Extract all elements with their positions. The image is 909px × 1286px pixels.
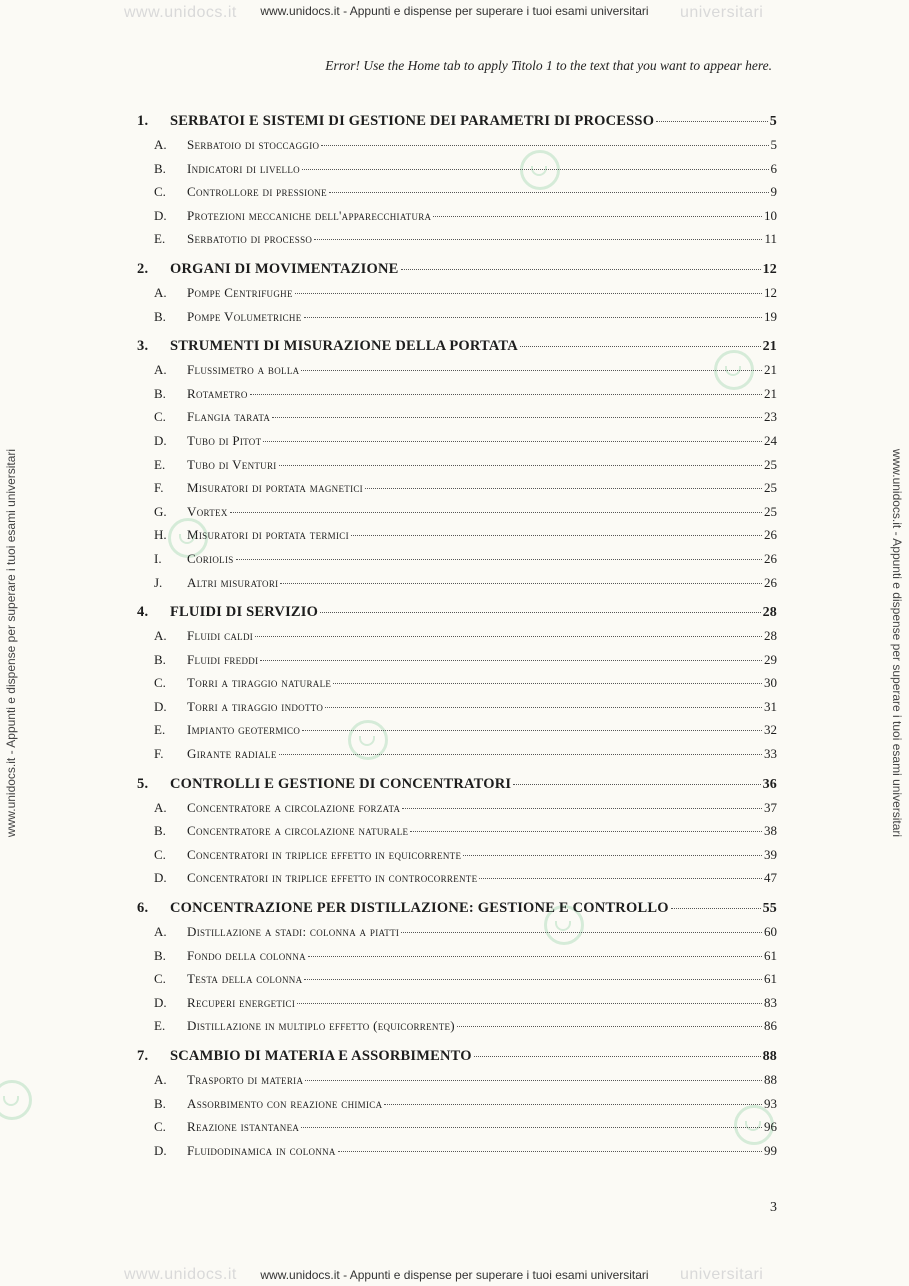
toc-subsection-page: 61 <box>764 971 777 987</box>
toc-subsection-number: C. <box>154 1119 166 1135</box>
toc-section-page: 36 <box>762 776 777 792</box>
toc-subsection-title: Fondo della colonna <box>187 947 306 963</box>
toc-subsection[interactable] <box>137 1143 777 1167</box>
toc-subsection-page: 93 <box>764 1095 777 1111</box>
toc-section-number: 6. <box>137 900 149 917</box>
toc-subsection-page: 96 <box>764 1119 777 1135</box>
toc-subsection-number: D. <box>154 207 167 223</box>
dot-leader <box>333 683 762 684</box>
toc-subsection-number: A. <box>154 924 167 940</box>
toc-subsection-title: Altri misuratori <box>187 574 279 590</box>
toc-subsection-page: 32 <box>764 722 777 738</box>
watermark-top: www.unidocs.it - Appunti e dispense per superare i tuoi esami universitari <box>260 4 649 18</box>
toc-subsection-number: E. <box>154 231 166 247</box>
toc-subsection-title: Protezioni meccaniche dell'apparecchiatura <box>187 207 432 223</box>
dot-leader <box>301 370 762 371</box>
watermark-ghost-left-bottom: www.unidocs.it <box>124 1266 237 1283</box>
toc-subsection-number: J. <box>154 574 163 590</box>
dot-leader <box>320 612 760 613</box>
toc-subsection-title: Concentratore a circolazione naturale <box>187 823 409 839</box>
toc-subsection[interactable] <box>137 208 777 232</box>
toc-subsection-page: 24 <box>764 432 777 448</box>
dot-leader <box>520 346 761 347</box>
toc-subsection-number: B. <box>154 823 166 839</box>
toc-subsection-number: A. <box>154 362 167 378</box>
toc-subsection-number: B. <box>154 1095 166 1111</box>
dot-leader <box>474 1056 761 1057</box>
toc-subsection-number: C. <box>154 971 166 987</box>
dot-leader <box>401 269 761 270</box>
toc-subsection-title: Flussimetro a bolla <box>187 362 300 378</box>
toc-subsection-number: E. <box>154 456 166 472</box>
dot-leader <box>433 216 762 217</box>
toc-subsection[interactable] <box>137 870 777 894</box>
dot-leader <box>304 979 762 980</box>
toc-subsection-title: Fluidodinamica in colonna <box>187 1142 336 1158</box>
toc-subsection-page: 37 <box>764 799 777 815</box>
toc-section-page: 12 <box>762 261 777 277</box>
toc-subsection-page: 10 <box>764 207 777 223</box>
toc-subsection-title: Distillazione a stadi: colonna a piatti <box>187 924 400 940</box>
toc-subsection[interactable] <box>137 504 777 528</box>
toc-subsection-title: Pompe Centrifughe <box>187 284 293 300</box>
dot-leader <box>457 1026 762 1027</box>
toc-subsection-title: Vortex <box>187 503 228 519</box>
toc-section[interactable] <box>137 338 777 362</box>
dot-leader <box>260 660 762 661</box>
toc-section-page: 21 <box>762 339 777 355</box>
logo-icon <box>0 1080 32 1120</box>
toc-subsection[interactable] <box>137 184 777 208</box>
toc-subsection[interactable] <box>137 433 777 457</box>
toc-subsection-title: Rotametro <box>187 385 248 401</box>
toc-subsection-page: 26 <box>764 574 777 590</box>
toc-subsection[interactable] <box>137 699 777 723</box>
toc-section-title: FLUIDI DI SERVIZIO <box>170 604 319 621</box>
toc-subsection[interactable] <box>137 1018 777 1042</box>
toc-subsection-page: 83 <box>764 994 777 1010</box>
toc-subsection-number: I. <box>154 550 162 566</box>
toc-subsection-number: C. <box>154 846 166 862</box>
toc-section-title: CONTROLLI E GESTIONE DI CONCENTRATORI <box>170 775 512 792</box>
toc-subsection-title: Fluidi caldi <box>187 628 254 644</box>
toc-subsection-page: 88 <box>764 1072 777 1087</box>
toc-subsection-number: E. <box>154 722 166 738</box>
toc-section[interactable] <box>137 1048 777 1072</box>
toc-section-number: 3. <box>137 338 149 355</box>
toc-subsection-title: Distillazione in multiplo effetto (equicorrente) <box>187 1018 455 1034</box>
toc-section[interactable] <box>137 604 777 628</box>
dot-leader <box>304 317 762 318</box>
toc-subsection-page: 28 <box>764 628 777 644</box>
toc-subsection[interactable] <box>137 309 777 333</box>
toc-subsection[interactable] <box>137 285 777 309</box>
toc-subsection-number: D. <box>154 994 167 1010</box>
toc-subsection-title: Controllore di pressione <box>187 184 327 200</box>
toc-subsection-number: B. <box>154 160 166 176</box>
toc-subsection-number: A. <box>154 628 167 644</box>
toc-subsection[interactable] <box>137 722 777 746</box>
toc-subsection-number: C. <box>154 184 166 200</box>
toc-subsection-page: 47 <box>764 870 777 886</box>
dot-leader <box>272 417 762 418</box>
toc-subsection-number: B. <box>154 308 166 324</box>
toc-subsection[interactable] <box>137 1119 777 1143</box>
toc-section-number: 2. <box>137 260 149 277</box>
dot-leader <box>305 1080 762 1081</box>
toc-subsection-title: Reazione istantanea <box>187 1119 300 1135</box>
toc-subsection-page: 6 <box>770 160 777 176</box>
toc-subsection-number: B. <box>154 651 166 667</box>
toc-subsection-number: A. <box>154 137 167 152</box>
toc-subsection-page: 38 <box>764 823 777 839</box>
toc-subsection-page: 5 <box>770 137 777 152</box>
toc-subsection-number: H. <box>154 527 167 543</box>
dot-leader <box>301 1127 762 1128</box>
toc-subsection-number: C. <box>154 409 166 425</box>
toc-subsection-page: 33 <box>764 746 777 762</box>
toc-section-page: 28 <box>762 605 777 621</box>
toc-subsection-number: D. <box>154 1142 167 1158</box>
dot-leader <box>314 239 762 240</box>
toc-subsection-title: Concentratori in triplice effetto in controcorrente <box>187 870 478 886</box>
toc-subsection-page: 25 <box>764 480 777 496</box>
toc-subsection-title: Concentratore a circolazione forzata <box>187 799 401 815</box>
toc-subsection-page: 25 <box>764 503 777 519</box>
toc-subsection-title: Concentratori in triplice effetto in equicorrente <box>187 846 462 862</box>
toc-subsection-number: B. <box>154 385 166 401</box>
toc-section-number: 4. <box>137 604 149 621</box>
table-of-contents <box>137 113 777 1166</box>
dot-leader <box>365 488 762 489</box>
dot-leader <box>280 583 762 584</box>
dot-leader <box>401 932 762 933</box>
toc-subsection[interactable] <box>137 995 777 1019</box>
dot-leader <box>513 784 760 785</box>
toc-subsection[interactable] <box>137 409 777 433</box>
toc-subsection-number: A. <box>154 799 167 815</box>
toc-subsection[interactable] <box>137 137 777 161</box>
toc-subsection-number: B. <box>154 947 166 963</box>
dot-leader <box>250 394 762 395</box>
dot-leader <box>321 145 768 146</box>
toc-subsection-page: 30 <box>764 675 777 691</box>
dot-leader <box>338 1151 762 1152</box>
dot-leader <box>325 707 762 708</box>
toc-subsection[interactable] <box>137 675 777 699</box>
dot-leader <box>255 636 762 637</box>
dot-leader <box>230 512 762 513</box>
toc-subsection-page: 11 <box>764 231 777 247</box>
toc-subsection-number: D. <box>154 698 167 714</box>
toc-subsection-title: Trasporto di materia <box>187 1072 304 1087</box>
toc-subsection[interactable] <box>137 971 777 995</box>
toc-subsection-number: F. <box>154 480 164 496</box>
toc-section-title: CONCENTRAZIONE PER DISTILLAZIONE: GESTIONE E CONTROLLO <box>170 900 669 917</box>
dot-leader <box>410 831 762 832</box>
dot-leader <box>302 730 762 731</box>
toc-subsection-number: A. <box>154 1072 167 1087</box>
toc-subsection-page: 61 <box>764 947 777 963</box>
toc-section[interactable] <box>137 776 777 800</box>
toc-subsection[interactable] <box>137 948 777 972</box>
toc-subsection-title: Coriolis <box>187 550 234 566</box>
toc-subsection[interactable] <box>137 800 777 824</box>
dot-leader <box>297 1003 762 1004</box>
toc-subsection-title: Fluidi freddi <box>187 651 259 667</box>
toc-section-title: ORGANI DI MOVIMENTAZIONE <box>170 260 399 277</box>
toc-subsection[interactable] <box>137 652 777 676</box>
dot-leader <box>479 878 762 879</box>
toc-subsection-page: 99 <box>764 1142 777 1158</box>
toc-subsection-number: D. <box>154 870 167 886</box>
toc-subsection-title: Tubo di Venturi <box>187 456 277 472</box>
toc-subsection[interactable] <box>137 231 777 255</box>
toc-subsection-number: G. <box>154 503 167 519</box>
toc-section-title: SERBATOI E SISTEMI DI GESTIONE DEI PARAMETRI DI PROCESSO <box>170 113 655 129</box>
watermark-ghost-left: www.unidocs.it <box>124 4 237 21</box>
toc-subsection-title: Recuperi energetici <box>187 994 296 1010</box>
toc-subsection[interactable] <box>137 457 777 481</box>
toc-subsection-title: Serbatotio di processo <box>187 231 313 247</box>
toc-section-number: 5. <box>137 775 149 792</box>
page-number: 3 <box>770 1200 777 1215</box>
toc-section-page: 88 <box>762 1049 777 1064</box>
toc-subsection[interactable] <box>137 575 777 599</box>
toc-subsection-title: Torri a tiraggio indotto <box>187 698 324 714</box>
toc-subsection-title: Misuratori di portata termici <box>187 527 349 543</box>
toc-subsection-title: Assorbimento con reazione chimica <box>187 1095 383 1111</box>
toc-subsection-page: 86 <box>764 1018 777 1034</box>
toc-subsection-page: 31 <box>764 698 777 714</box>
toc-section[interactable] <box>137 261 777 285</box>
toc-subsection-number: C. <box>154 675 166 691</box>
toc-subsection-title: Tubo di Pitot <box>187 432 262 448</box>
toc-subsection-title: Serbatoio di stoccaggio <box>187 137 320 152</box>
dot-leader <box>384 1104 762 1105</box>
toc-subsection-title: Testa della colonna <box>187 971 303 987</box>
watermark-ghost-right-bottom: universitari <box>680 1266 764 1283</box>
dot-leader <box>671 908 761 909</box>
toc-subsection[interactable] <box>137 628 777 652</box>
toc-section[interactable] <box>137 113 777 137</box>
toc-subsection-page: 25 <box>764 456 777 472</box>
watermark-bottom: www.unidocs.it - Appunti e dispense per superare i tuoi esami universitari <box>260 1268 649 1282</box>
dot-leader <box>656 121 768 122</box>
toc-subsection-number: F. <box>154 746 164 762</box>
toc-subsection[interactable] <box>137 386 777 410</box>
toc-subsection-title: Girante radiale <box>187 746 277 762</box>
toc-subsection-page: 9 <box>770 184 777 200</box>
toc-subsection[interactable] <box>137 746 777 770</box>
toc-subsection-page: 39 <box>764 846 777 862</box>
toc-subsection-page: 26 <box>764 550 777 566</box>
toc-subsection[interactable] <box>137 924 777 948</box>
toc-subsection[interactable] <box>137 161 777 185</box>
toc-section-number: 1. <box>137 113 149 129</box>
toc-subsection[interactable] <box>137 362 777 386</box>
watermark-ghost-right: universitari <box>680 4 764 21</box>
toc-subsection[interactable] <box>137 480 777 504</box>
dot-leader <box>402 808 762 809</box>
toc-subsection-title: Torri a tiraggio naturale <box>187 675 332 691</box>
toc-section-page: 5 <box>769 114 777 129</box>
header-note: Error! Use the Home tab to apply Titolo 1 to the text that you want to appear here. <box>325 58 772 73</box>
toc-section[interactable] <box>137 900 777 924</box>
toc-subsection-page: 12 <box>764 284 777 300</box>
toc-subsection-title: Pompe Volumetriche <box>187 308 302 324</box>
toc-subsection-number: E. <box>154 1018 166 1034</box>
toc-subsection[interactable] <box>137 527 777 551</box>
toc-subsection[interactable] <box>137 1096 777 1120</box>
dot-leader <box>308 956 762 957</box>
toc-subsection-title: Flangia tarata <box>187 409 271 425</box>
toc-subsection[interactable] <box>137 847 777 871</box>
toc-subsection-number: D. <box>154 432 167 448</box>
dot-leader <box>302 169 769 170</box>
dot-leader <box>279 465 762 466</box>
toc-subsection-title: Impianto geotermico <box>187 722 301 738</box>
toc-subsection-page: 23 <box>764 409 777 425</box>
dot-leader <box>295 293 762 294</box>
dot-leader <box>351 535 762 536</box>
toc-subsection-title: Indicatori di livello <box>187 160 300 176</box>
dot-leader <box>236 559 762 560</box>
toc-subsection-page: 21 <box>764 362 777 378</box>
dot-leader <box>463 855 762 856</box>
toc-section-title: SCAMBIO DI MATERIA E ASSORBIMENTO <box>170 1048 472 1064</box>
toc-subsection-title: Misuratori di portata magnetici <box>187 480 363 496</box>
toc-subsection[interactable] <box>137 1072 777 1096</box>
dot-leader <box>279 754 762 755</box>
toc-section-page: 55 <box>762 901 777 917</box>
toc-subsection[interactable] <box>137 823 777 847</box>
toc-section-number: 7. <box>137 1048 149 1064</box>
toc-subsection-number: A. <box>154 284 167 300</box>
toc-subsection-page: 21 <box>764 385 777 401</box>
toc-subsection-page: 26 <box>764 527 777 543</box>
toc-subsection-page: 60 <box>764 924 777 940</box>
toc-subsection-page: 29 <box>764 651 777 667</box>
dot-leader <box>329 192 769 193</box>
dot-leader <box>263 441 762 442</box>
toc-subsection[interactable] <box>137 551 777 575</box>
toc-section-title: STRUMENTI DI MISURAZIONE DELLA PORTATA <box>170 338 518 355</box>
toc-subsection-page: 19 <box>764 308 777 324</box>
